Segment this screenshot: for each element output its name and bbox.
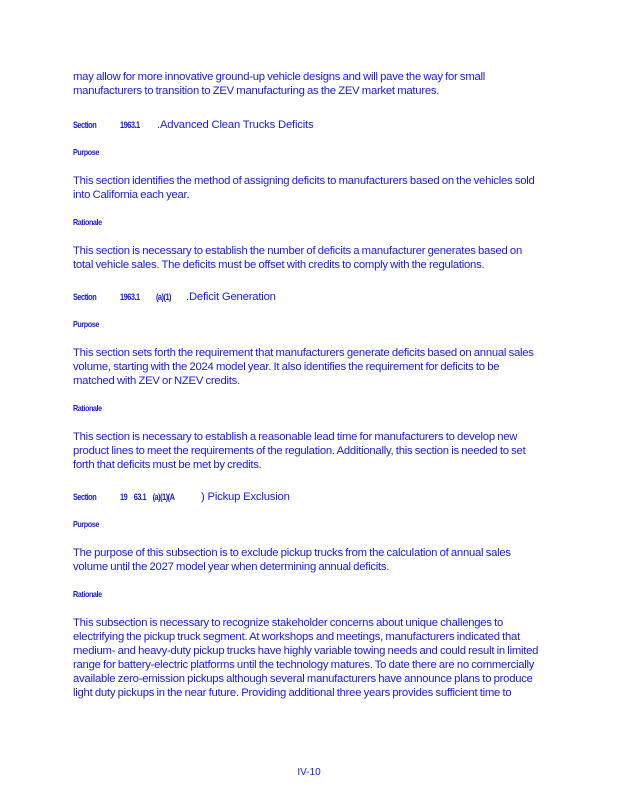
section-number: 1963.1 (a)(1) — [120, 292, 172, 302]
section-title: ) Pickup Exclusion — [201, 491, 290, 503]
section-heading — [73, 491, 543, 506]
document-body — [73, 70, 543, 700]
purpose-label: Purpose — [73, 147, 99, 157]
purpose-text: This section identifies the method of assigning deficits to manufacturers based on the vehicles sold into California each year. — [73, 175, 535, 201]
section-label: Section — [73, 292, 97, 302]
page-number: IV-10 — [297, 767, 321, 778]
rationale-label: Rationale — [73, 217, 102, 227]
intro-paragraph: may allow for more innovative ground-up vehicle designs and will pave the way for small manufacturers to transition to ZEV manufacturing as the ZEV market matures. — [73, 71, 486, 97]
rationale-text: This section is necessary to establish a reasonable lead time for manufacturers to develop new product lines to meet the requirements of the regulation. Additionally, this section is needed to set forth that deficits must be met by credits. — [73, 431, 526, 471]
purpose-label: Purpose — [73, 319, 99, 329]
section-number: 1963.1 — [120, 120, 140, 130]
rationale-text: This subsection is necessary to recognize stakeholder concerns about unique challenges to electrifying the pickup truck segment. At workshops and meetings, manufacturers indicated that medium- and heavy-duty pickup trucks have highly variable towing needs and could result in limited range for battery-electric platforms until the technology matures. To date there are no commercially available zero-emission pickups although several manufacturers have announce plans to produce light duty pickups in the near future. Providing additional three years provides sufficient time to — [73, 617, 539, 699]
rationale-label: Rationale — [73, 589, 102, 599]
section-title: .Deficit Generation — [186, 291, 276, 303]
purpose-text: The purpose of this subsection is to exclude pickup trucks from the calculation of annual sales volume until the 2027 model year when determining annual deficits. — [73, 547, 511, 573]
section-title: .Advanced Clean Trucks Deficits — [157, 119, 314, 131]
rationale-text: This section is necessary to establish the number of deficits a manufacturer generates based on total vehicle sales. The deficits must be offset with credits to comply with the regulations. — [73, 245, 522, 271]
rationale-label: Rationale — [73, 403, 102, 413]
section-label: Section — [73, 120, 97, 130]
section-heading — [73, 291, 543, 306]
section-label: Section — [73, 492, 97, 502]
section-heading — [73, 119, 543, 134]
section-number: 19 63.1 (a)(1)(A — [120, 492, 175, 502]
purpose-label: Purpose — [73, 519, 99, 529]
purpose-text: This section sets forth the requirement that manufacturers generate deficits based on annual sales volume, starting with the 2024 model year. It also identifies the requirement for deficits to be matched with ZEV or NZEV credits. — [73, 347, 534, 387]
